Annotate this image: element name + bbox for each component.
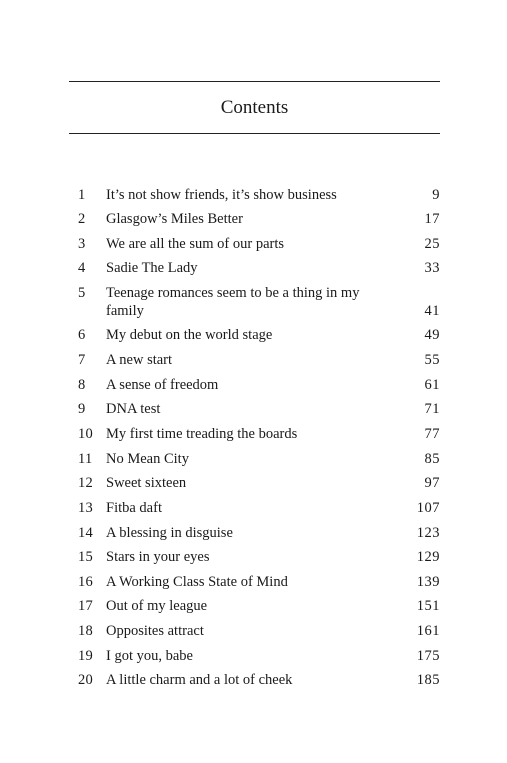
chapter-title: A Working Class State of Mind — [106, 574, 288, 590]
chapter-title: DNA test — [106, 401, 161, 417]
chapter-number: 17 — [78, 598, 94, 614]
chapter-number: 9 — [78, 401, 86, 417]
page-number: 85 — [424, 451, 440, 467]
chapter-number: 5 — [78, 285, 86, 301]
chapter-title: It’s not show friends, it’s show business — [106, 187, 337, 203]
toc-entry[interactable] — [78, 671, 440, 707]
chapter-number: 10 — [78, 426, 94, 442]
chapter-number: 13 — [78, 500, 94, 516]
page-number: 77 — [424, 426, 440, 442]
chapter-title: A sense of freedom — [106, 377, 219, 393]
chapter-title: I got you, babe — [106, 648, 193, 664]
chapter-title: Sweet sixteen — [106, 475, 187, 491]
page-number: 9 — [432, 187, 440, 203]
page-number: 25 — [424, 236, 440, 252]
page-number: 151 — [416, 598, 440, 614]
page-number: 61 — [424, 377, 440, 393]
chapter-number: 2 — [78, 211, 86, 227]
chapter-number: 19 — [78, 648, 94, 664]
page-number: 123 — [416, 525, 440, 541]
chapter-number: 3 — [78, 236, 86, 252]
bottom-rule — [69, 133, 440, 134]
page-number: 33 — [424, 260, 440, 276]
chapter-title: Out of my league — [106, 598, 208, 614]
page-number: 107 — [416, 500, 440, 516]
page-number: 129 — [416, 549, 440, 565]
page-title: Contents — [220, 97, 289, 118]
chapter-title: Stars in your eyes — [106, 549, 210, 565]
chapter-number: 16 — [78, 574, 94, 590]
page-number: 97 — [424, 475, 440, 491]
chapter-title: Fitba daft — [106, 500, 162, 516]
page-number: 17 — [424, 211, 440, 227]
chapter-title: A little charm and a lot of cheek — [106, 672, 293, 688]
chapter-number: 20 — [78, 672, 94, 688]
page-number: 71 — [424, 401, 440, 417]
chapter-title: Glasgow’s Miles Better — [106, 211, 243, 227]
chapter-title: Opposites attract — [106, 623, 204, 639]
chapter-title: A blessing in disguise — [106, 525, 233, 541]
chapter-number: 4 — [78, 260, 86, 276]
chapter-title: Teenage romances seem to be a thing in my family — [106, 285, 360, 319]
toc-entry[interactable] — [78, 284, 440, 320]
chapter-number: 8 — [78, 377, 86, 393]
chapter-number: 18 — [78, 623, 94, 639]
page-number: 41 — [424, 303, 440, 319]
chapter-number: 12 — [78, 475, 94, 491]
page-number: 49 — [424, 327, 440, 343]
top-rule — [69, 81, 440, 82]
page-number: 139 — [416, 574, 440, 590]
chapter-number: 7 — [78, 352, 86, 368]
chapter-title: My debut on the world stage — [106, 327, 273, 343]
chapter-title: No Mean City — [106, 451, 189, 467]
page-number: 175 — [416, 648, 440, 664]
chapter-number: 15 — [78, 549, 94, 565]
chapter-number: 14 — [78, 525, 94, 541]
chapter-number: 11 — [78, 451, 93, 467]
page-number: 161 — [416, 623, 440, 639]
chapter-number: 6 — [78, 327, 86, 343]
chapter-title: Sadie The Lady — [106, 260, 198, 276]
chapter-title: A new start — [106, 352, 173, 368]
page-number: 55 — [424, 352, 440, 368]
chapter-title: My first time treading the boards — [106, 426, 298, 442]
chapter-number: 1 — [78, 187, 86, 203]
chapter-title: We are all the sum of our parts — [106, 236, 285, 252]
page-number: 185 — [416, 672, 440, 688]
